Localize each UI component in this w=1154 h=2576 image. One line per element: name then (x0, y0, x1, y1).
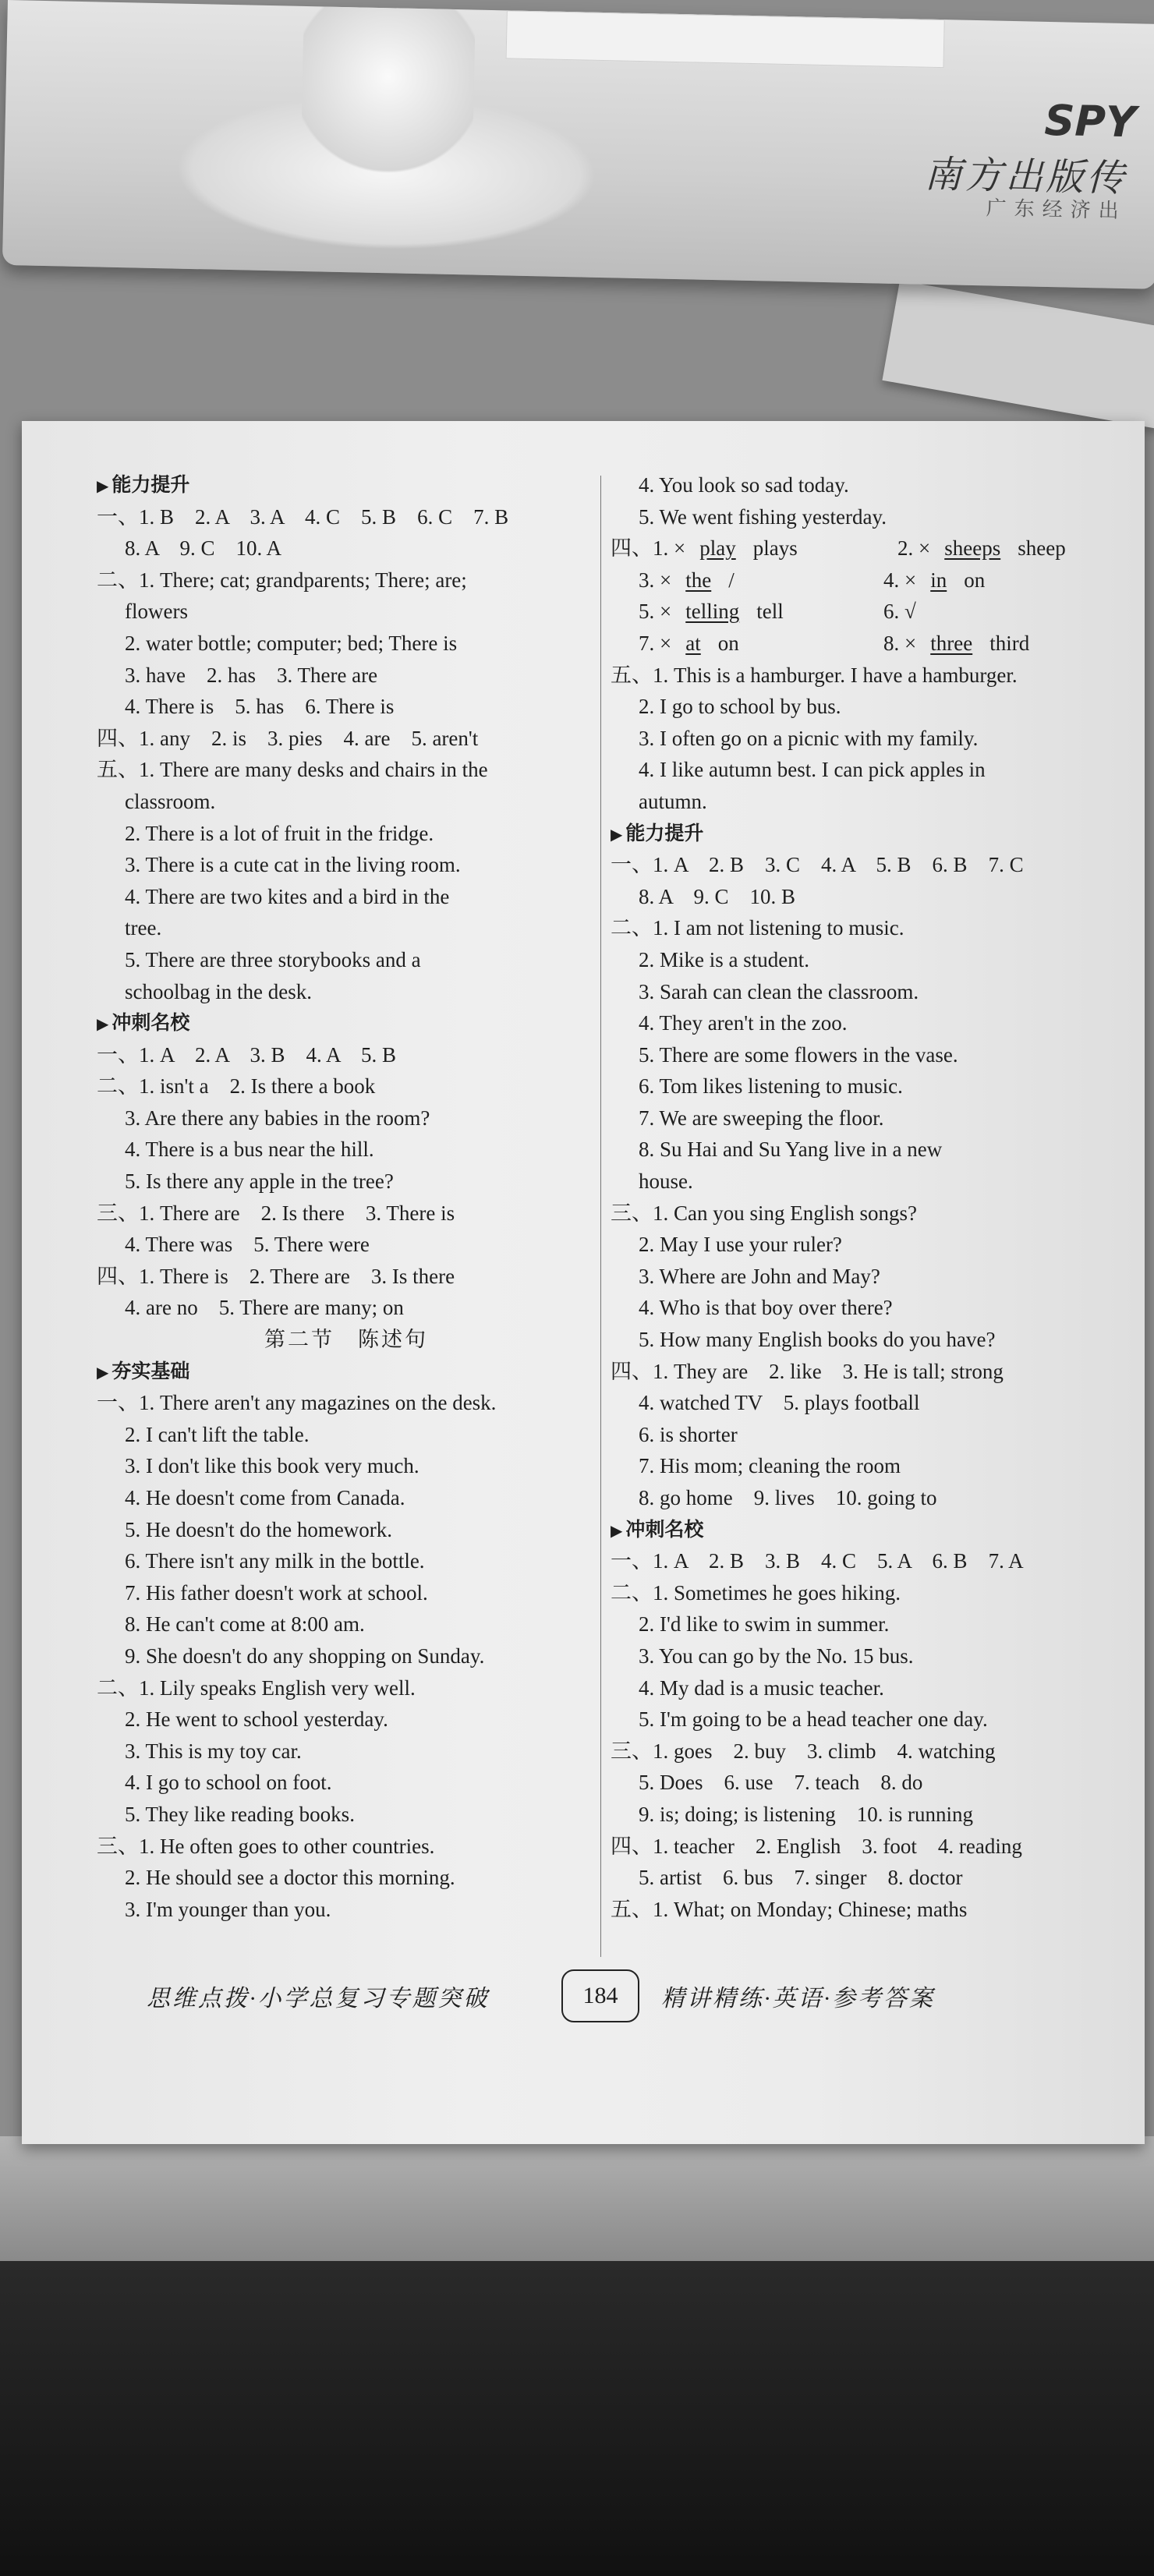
answer-line: 四、1. There is 2. There are 3. Is there (97, 1264, 455, 1288)
answer-page (22, 421, 1145, 2144)
answer-line: 2. I'd like to swim in summer. (639, 1612, 890, 1637)
corrected-word: on (964, 568, 986, 592)
corrected-word: / (728, 568, 735, 592)
triangle-right-icon: ▶ (97, 1014, 109, 1034)
wrong-word: sheeps (944, 536, 1001, 561)
answer-line: 五、1. What; on Monday; Chinese; maths (611, 1897, 968, 1921)
correction-prefix: 四、 (611, 536, 653, 561)
correction-item (639, 596, 883, 628)
answer-line: 9. She doesn't do any shopping on Sunday. (125, 1644, 485, 1668)
answer-line: 5. They like reading books. (125, 1802, 355, 1826)
answer-line: 3. Sarah can clean the classroom. (639, 979, 919, 1003)
answer-line: 4. I like autumn best. I can pick apples in (639, 758, 986, 782)
answer-line: 8. He can't come at 8:00 am. (125, 1612, 365, 1637)
answer-line: 8. A 9. C 10. B (639, 884, 796, 908)
item-mark: 7. × (639, 631, 672, 655)
answer-line: 2. Mike is a student. (639, 947, 809, 971)
footer-book-title: 思维点拨·小学总复习专题突破 (147, 1986, 490, 2012)
answer-line: schoolbag in the desk. (125, 979, 312, 1003)
answer-line: 3. Where are John and May? (639, 1264, 880, 1288)
answer-line: 4. You look so sad today. (639, 473, 849, 497)
triangle-right-icon: ▶ (97, 1362, 109, 1382)
answer-line: 5. We went fishing yesterday. (639, 504, 887, 529)
answer-line: 4. There was 5. There were (125, 1233, 370, 1257)
answer-line: 三、1. He often goes to other countries. (97, 1834, 435, 1858)
answer-line: flowers (125, 600, 188, 624)
page-number: 184 (561, 1969, 639, 2022)
answer-line: 二、1. Lily speaks English very well. (97, 1675, 416, 1700)
answer-line: 一、1. There aren't any magazines on the desk. (97, 1391, 497, 1415)
answer-line: 5. Does 6. use 7. teach 8. do (639, 1771, 923, 1795)
answer-line: 四、1. They are 2. like 3. He is tall; strong (611, 1359, 1004, 1383)
correction-row (611, 628, 1125, 660)
column-divider (600, 476, 601, 1957)
answer-line: 5. How many English books do you have? (639, 1328, 996, 1352)
background-book-cover (2, 0, 1154, 289)
item-mark: 4. × (883, 568, 917, 592)
answer-line: 3. I often go on a picnic with my family. (639, 726, 979, 750)
answer-line: 5. artist 6. bus 7. singer 8. doctor (639, 1866, 963, 1890)
answer-line: 7. We are sweeping the floor. (639, 1106, 884, 1130)
corrected-word: on (717, 631, 739, 655)
answer-line: 三、1. Can you sing English songs? (611, 1201, 918, 1225)
answer-line: 2. I go to school by bus. (639, 695, 841, 719)
right-column-body (611, 660, 1125, 1926)
section-heading (611, 1514, 1125, 1546)
correction-item (897, 533, 1116, 564)
correction-row (611, 533, 1125, 564)
answer-line: 4. They aren't in the zoo. (639, 1011, 848, 1035)
triangle-right-icon: ▶ (97, 476, 109, 495)
answer-line: 3. Are there any babies in the room? (125, 1106, 430, 1130)
answer-line: 5. I'm going to be a head teacher one day. (639, 1707, 988, 1732)
section-heading-label: 能力提升 (625, 821, 704, 844)
answer-line: 5. He doesn't do the homework. (125, 1517, 393, 1541)
desk-edge (0, 2136, 1154, 2261)
answer-line: tree. (125, 916, 162, 940)
answer-line: 8. Su Hai and Su Yang live in a new (639, 1138, 943, 1162)
answer-line: 4. are no 5. There are many; on (125, 1296, 404, 1320)
triangle-right-icon: ▶ (611, 1520, 623, 1540)
answer-line: 2. There is a lot of fruit in the fridge. (125, 821, 434, 845)
correction-exercise (611, 533, 1125, 659)
publisher-logo: SPY (1043, 95, 1137, 147)
section-heading-label: 冲刺名校 (112, 1011, 190, 1035)
answer-line: 4. watched TV 5. plays football (639, 1391, 920, 1415)
answer-line: 2. He went to school yesterday. (125, 1707, 388, 1732)
answer-line: 4. I go to school on foot. (125, 1771, 332, 1795)
section-heading (97, 1356, 596, 1388)
answer-line: 3. There is a cute cat in the living room. (125, 853, 461, 877)
answer-line: 五、1. This is a hamburger. I have a hamburger. (611, 663, 1018, 687)
section-heading-label: 能力提升 (112, 473, 190, 496)
corrected-word: plays (752, 536, 798, 561)
answer-line: 8. go home 9. lives 10. going to (639, 1486, 937, 1509)
item-mark: 5. × (639, 600, 672, 624)
answer-line: 6. Tom likes listening to music. (639, 1074, 903, 1099)
wrong-word: telling (685, 600, 740, 624)
answer-line: 5. Is there any apple in the tree? (125, 1169, 394, 1194)
answer-line: 五、1. There are many desks and chairs in the (97, 758, 488, 782)
publisher-name: 南方出版传 (923, 152, 1128, 201)
part-title: 第二节 陈述句 (264, 1328, 428, 1352)
correction-row (611, 564, 1125, 596)
item-mark: 1. × (653, 536, 686, 561)
answer-line: 5. There are some flowers in the vase. (639, 1042, 958, 1067)
cover-illustration-figure (300, 6, 476, 182)
right-column (611, 469, 1125, 1925)
answer-line: 6. is shorter (639, 1422, 738, 1446)
answer-line: 一、1. A 2. B 3. B 4. C 5. A 6. B 7. A (611, 1549, 1024, 1573)
answer-line: 3. have 2. has 3. There are (125, 663, 378, 687)
answer-line: 3. This is my toy car. (125, 1739, 302, 1763)
answer-line: 二、1. Sometimes he goes hiking. (611, 1580, 901, 1605)
answer-line: 一、1. A 2. B 3. C 4. A 5. B 6. B 7. C (611, 853, 1024, 877)
wrong-word: at (685, 631, 701, 655)
corrected-word: third (989, 631, 1030, 655)
section-heading (97, 1007, 596, 1039)
left-column (97, 469, 596, 1925)
answer-line: 二、1. isn't a 2. Is there a book (97, 1074, 376, 1099)
correction-item (639, 628, 883, 660)
background-book (882, 281, 1154, 430)
page-footer (22, 1963, 1145, 2026)
item-mark: 2. × (897, 536, 931, 561)
answer-line: 3. I don't like this book very much. (125, 1454, 419, 1478)
wrong-word: the (685, 568, 712, 592)
corrected-word: sheep (1018, 536, 1066, 561)
correction-item (883, 596, 1102, 628)
corrected-word: tell (756, 600, 784, 624)
answer-line: 4. My dad is a music teacher. (639, 1675, 884, 1700)
triangle-right-icon: ▶ (611, 824, 623, 844)
answer-line: 2. He should see a doctor this morning. (125, 1866, 455, 1890)
section-heading (611, 818, 1125, 850)
answer-line: 5. There are three storybooks and a (125, 947, 421, 971)
answer-line: 2. water bottle; computer; bed; There is (125, 631, 458, 655)
answer-line: 一、1. A 2. A 3. B 4. A 5. B (97, 1042, 397, 1067)
answer-line: 2. May I use your ruler? (639, 1233, 842, 1257)
answer-line: classroom. (125, 789, 216, 813)
answer-line: 4. Who is that boy over there? (639, 1296, 893, 1320)
section-heading-label: 夯实基础 (112, 1359, 190, 1382)
answer-line: 三、1. There are 2. Is there 3. There is (97, 1201, 455, 1225)
answer-line: 4. There is 5. has 6. There is (125, 695, 395, 719)
answer-line: 四、1. teacher 2. English 3. foot 4. reading (611, 1834, 1022, 1858)
answer-line: 7. His mom; cleaning the room (639, 1454, 901, 1478)
wrong-word: play (699, 536, 736, 561)
section-heading (97, 469, 596, 501)
answer-line: autumn. (639, 789, 707, 813)
footer-section-title: 精讲精练·英语·参考答案 (661, 1986, 935, 2012)
item-mark: 6. √ (883, 600, 916, 624)
answer-line: 三、1. goes 2. buy 3. climb 4. watching (611, 1739, 996, 1763)
answer-line: 8. A 9. C 10. A (125, 536, 282, 561)
answer-line: house. (639, 1169, 693, 1194)
answer-line: 3. I'm younger than you. (125, 1897, 331, 1921)
section-heading-label: 冲刺名校 (625, 1517, 704, 1541)
answer-line: 7. His father doesn't work at school. (125, 1580, 428, 1605)
correction-item (883, 628, 1102, 660)
correction-row (611, 596, 1125, 628)
answer-line: 二、1. There; cat; grandparents; There; are; (97, 568, 467, 592)
answer-line: 3. You can go by the No. 15 bus. (639, 1644, 914, 1668)
answer-line: 4. There are two kites and a bird in the (125, 884, 450, 908)
answer-line: 二、1. I am not listening to music. (611, 916, 904, 940)
publisher-subname: 广东经济出 (986, 196, 1127, 223)
answer-line: 2. I can't lift the table. (125, 1422, 310, 1446)
correction-item (883, 564, 1102, 596)
wrong-word: three (930, 631, 973, 655)
item-mark: 8. × (883, 631, 917, 655)
answer-line: 四、1. any 2. is 3. pies 4. are 5. aren't (97, 726, 479, 750)
correction-item (639, 564, 883, 596)
table-surface (0, 2261, 1154, 2576)
correction-item (653, 533, 897, 564)
item-mark: 3. × (639, 568, 672, 592)
wrong-word: in (930, 568, 947, 592)
right-column-top (611, 469, 1125, 533)
answer-line: 一、1. B 2. A 3. A 4. C 5. B 6. C 7. B (97, 504, 509, 529)
answer-line: 9. is; doing; is listening 10. is running (639, 1802, 974, 1826)
answer-line: 6. There isn't any milk in the bottle. (125, 1549, 425, 1573)
answer-line: 4. There is a bus near the hill. (125, 1138, 374, 1162)
answer-line: 4. He doesn't come from Canada. (125, 1486, 405, 1509)
cover-paper-strip (506, 10, 945, 68)
